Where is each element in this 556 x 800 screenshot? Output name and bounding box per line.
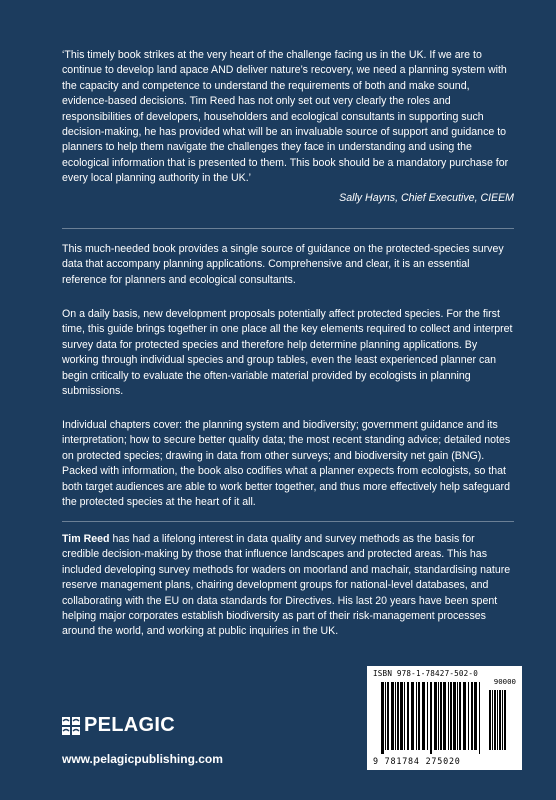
quote-text: ‘This timely book strikes at the very heart of the challenge facing us in the UK. If we are to continue to develop land apace AND deliver nature’s recovery, we need a planning system with the capacity and competence to understand the requirements of both and make sound, evidence-based decisions. Tim Reed has not only set out very clearly the roles and responsibilities of developers, householders and ecological consultants in supporting such decision-making, he has provided what will be an invaluable source of support and guidance to planners to help them navigate the challenges they face in understanding and using the ecological information that is presented to them. This book should be a mandatory purchase for every local planning authority in the UK.’ xyxy=(62,49,509,185)
pelagic-logo-icon xyxy=(62,717,80,735)
publisher-logo xyxy=(62,714,175,737)
endorsement-quote xyxy=(62,48,514,206)
price-code: 90000 xyxy=(493,677,516,686)
blurb-paragraph-1: This much-needed book provides a single source of guidance on the protected-species survey data that accompany planning applications. Comprehensive and clear, it is an essential reference for planners and ecological consultants. xyxy=(62,243,504,286)
author-bio-text: has had a lifelong interest in data quality and survey methods as the basis for credible decision-making by those that influence landscapes and protected areas. This has included developing survey methods for waders on moorland and machair, standardising nature reserve management plans, chairing development groups for national-level databases, and collaborating with the EU on data standards for Directives. His last 20 years have been spent helping major corporates establish biodiversity as part of their risk-management processes around the world, and working at public inquiries in the UK. xyxy=(62,533,511,638)
publisher-website: www.pelagicpublishing.com xyxy=(62,752,223,766)
isbn-barcode xyxy=(367,666,522,770)
barcode-bars-icon xyxy=(381,682,509,754)
divider xyxy=(62,521,514,522)
author-name: Tim Reed xyxy=(62,533,110,545)
isbn-label: ISBN 978-1-78427-502-0 xyxy=(373,669,478,678)
barcode-digits: 9 781784 275020 xyxy=(373,756,461,766)
author-bio xyxy=(62,532,514,640)
publisher-name: PELAGIC xyxy=(84,714,175,736)
blurb-paragraph-2: On a daily basis, new development proposals potentially affect protected species. For the first time, this guide brings together in one place all the key elements required to collect and interpret survey data for protected species and therefore help determine planning applications. By working through individual species and group tables, even the least experienced planner can begin critically to evaluate the often-variable material provided by ecologists in planning submissions. xyxy=(62,308,513,398)
quote-attribution: Sally Hayns, Chief Executive, CIEEM xyxy=(339,191,514,204)
blurb-paragraph-3: Individual chapters cover: the planning system and biodiversity; government guidance and its interpretation; how to secure better quality data; the most recent standing advice; detailed notes on protected species; drawing in data from other surveys; and biodiversity net gain (BNG). Packed with information, the book also codifies what a planner expects from ecologists, so that both target audiences are able to work better together, and thus more effectively help safeguard the protected species at the heart of it all. xyxy=(62,419,511,509)
divider xyxy=(62,228,514,229)
